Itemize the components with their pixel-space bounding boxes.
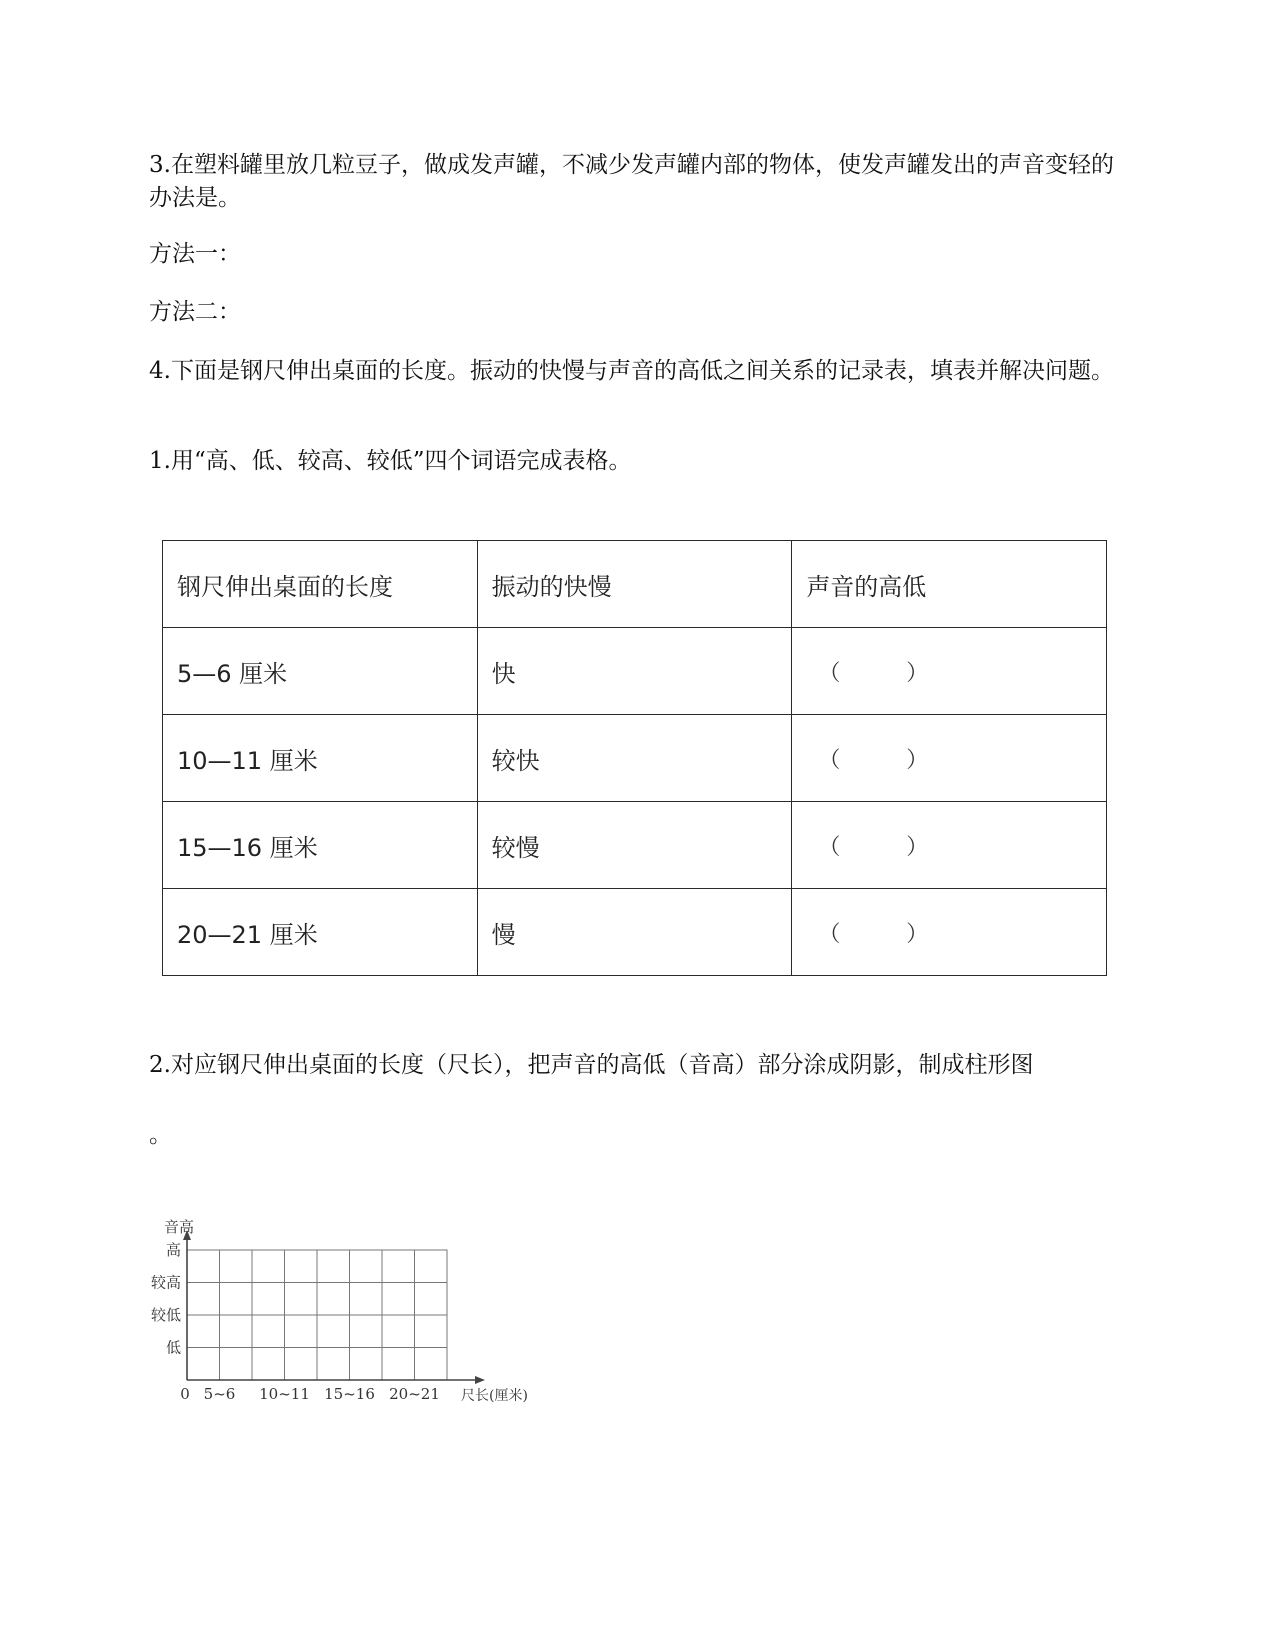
open-paren: （ [818,834,841,860]
grid-cell[interactable] [350,1283,383,1316]
open-paren: （ [818,747,841,773]
pitch-bar-chart[interactable] [140,1195,570,1420]
grid-cell[interactable] [317,1283,350,1316]
table-row [163,628,1107,715]
header-speed: 振动的快慢 [477,541,792,628]
sub-question-1-text: 1.用“高、低、较高、较低”四个词语完成表格。 [149,448,632,474]
grid-cell[interactable] [382,1283,415,1316]
grid-cell[interactable] [382,1315,415,1348]
open-paren: （ [818,921,841,947]
grid-cell[interactable] [220,1250,253,1283]
cell-pitch-blank[interactable] [792,715,1107,802]
table-row [163,802,1107,889]
grid-cell[interactable] [187,1315,220,1348]
y-tick-label: 较高 [150,1273,181,1292]
cell-speed: 慢 [477,889,792,976]
y-tick-label: 较低 [150,1306,181,1324]
cell-length: 10—11 厘米 [163,715,478,802]
close-paren: ） [906,660,929,686]
answer-blank[interactable] [806,830,928,861]
question-3-text: 3.在塑料罐里放几粒豆子，做成发声罐，不减少发声罐内部的物体，使发声罐发出的声音变轻的办法是。 [149,152,1114,211]
x-tick-label: 10~11 [259,1385,310,1403]
close-paren: ） [906,747,929,773]
grid-cell[interactable] [187,1250,220,1283]
cell-pitch-blank[interactable] [792,802,1107,889]
close-paren: ） [906,921,929,947]
grid-cell[interactable] [415,1250,448,1283]
answer-blank[interactable] [806,917,928,948]
x-tick-label: 20~21 [389,1385,440,1403]
x-tick-label: 15~16 [324,1385,375,1403]
grid-cell[interactable] [317,1315,350,1348]
grid-cell[interactable] [285,1348,318,1381]
header-length: 钢尺伸出桌面的长度 [163,541,478,628]
cell-pitch-blank[interactable] [792,889,1107,976]
cell-length: 15—16 厘米 [163,802,478,889]
question-4-text: 4.下面是钢尺伸出桌面的长度。振动的快慢与声音的高低之间关系的记录表，填表并解决问题。 [149,358,1114,384]
grid-cell[interactable] [285,1283,318,1316]
grid-cell[interactable] [350,1315,383,1348]
grid-cell[interactable] [187,1283,220,1316]
close-paren: ） [906,834,929,860]
grid-cell[interactable] [220,1348,253,1381]
table-header-row [163,541,1107,628]
table-row [163,889,1107,976]
method-two-label: 方法二： [149,299,241,325]
cell-length: 20—21 厘米 [163,889,478,976]
grid-cell[interactable] [415,1315,448,1348]
grid-cell[interactable] [252,1315,285,1348]
open-paren: （ [818,660,841,686]
grid-cell[interactable] [285,1250,318,1283]
grid-cell[interactable] [382,1348,415,1381]
cell-speed: 较快 [477,715,792,802]
grid-cell[interactable] [220,1283,253,1316]
y-axis-label: 音高 [164,1218,195,1236]
table-row [163,715,1107,802]
sub-question-2-tail: 。 [149,1122,172,1148]
grid-cell[interactable] [252,1348,285,1381]
grid-cell[interactable] [382,1250,415,1283]
grid-cell[interactable] [415,1283,448,1316]
grid-cell[interactable] [252,1250,285,1283]
sub-question-2-text: 2.对应钢尺伸出桌面的长度（尺长），把声音的高低（音高）部分涂成阴影，制成柱形图 [149,1052,1034,1078]
y-tick-label: 高 [165,1241,181,1259]
x-axis-arrow [475,1376,485,1384]
x-axis-label: 尺长(厘米) [461,1388,528,1404]
cell-pitch-blank[interactable] [792,628,1107,715]
grid-cell[interactable] [350,1348,383,1381]
x-tick-label: 5~6 [203,1385,236,1403]
grid-cell[interactable] [252,1283,285,1316]
grid-cell[interactable] [187,1348,220,1381]
cell-length: 5—6 厘米 [163,628,478,715]
grid-cell[interactable] [317,1348,350,1381]
grid-cell[interactable] [317,1250,350,1283]
answer-blank[interactable] [806,743,928,774]
origin-label: 0 [180,1385,190,1403]
grid-cell[interactable] [220,1315,253,1348]
cell-speed: 快 [477,628,792,715]
grid-cell[interactable] [350,1250,383,1283]
method-one-label: 方法一： [149,241,241,267]
y-tick-label: 低 [165,1338,181,1357]
grid-cell[interactable] [285,1315,318,1348]
record-table [162,540,1107,976]
answer-blank[interactable] [806,656,928,687]
cell-speed: 较慢 [477,802,792,889]
header-pitch: 声音的高低 [792,541,1107,628]
grid-cell[interactable] [415,1348,448,1381]
